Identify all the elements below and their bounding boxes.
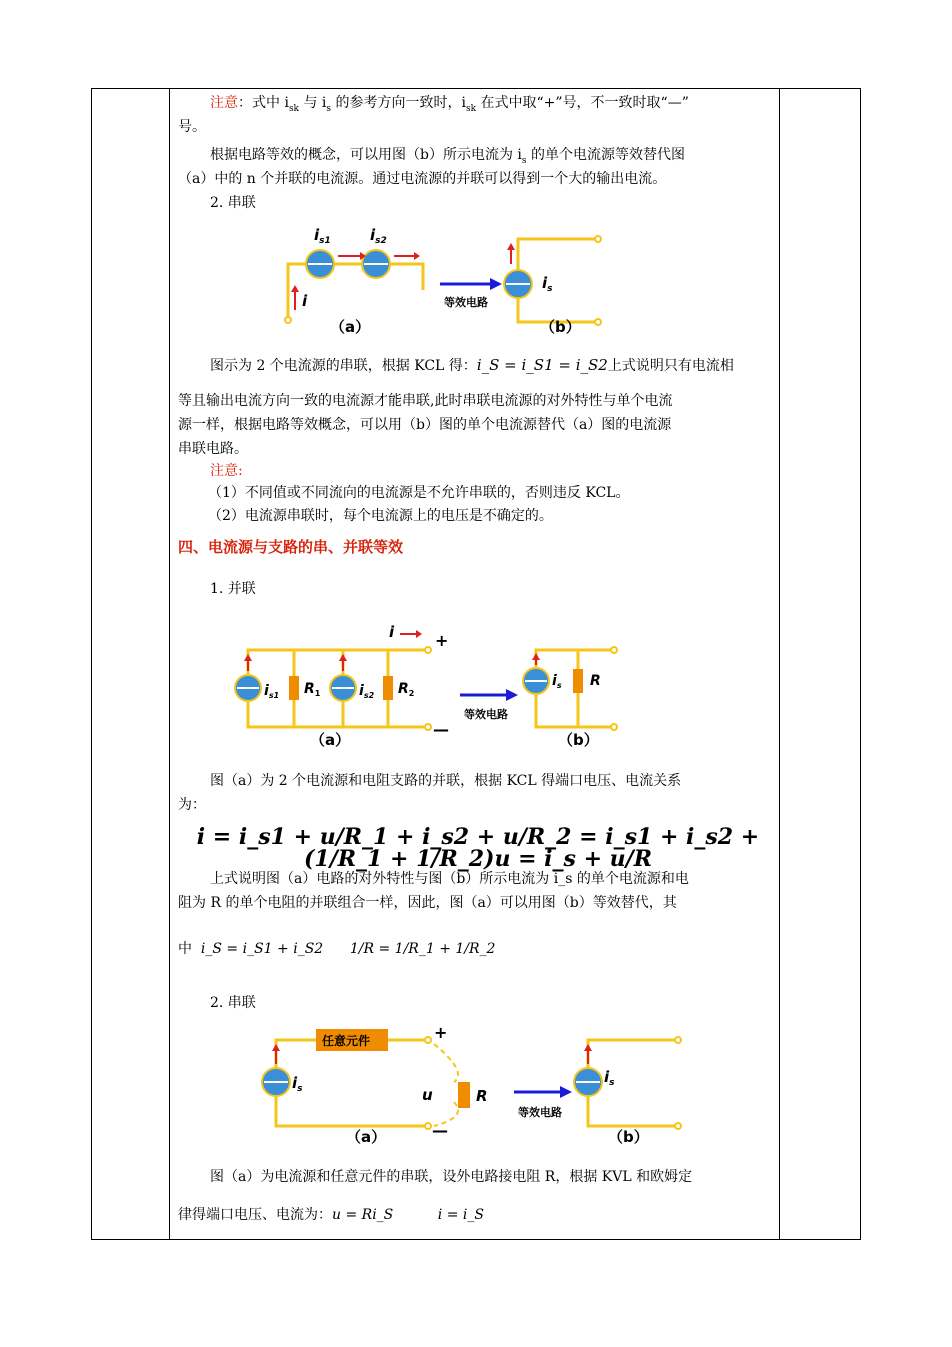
fig3-circuit-b <box>574 1037 681 1146</box>
resistor-r-icon <box>573 669 583 693</box>
fig2-minus: — <box>433 720 449 739</box>
series-subheading: 2. 串联 <box>210 195 256 211</box>
resistor-r1-icon <box>289 676 299 700</box>
parallel-explain-line1: 上式说明图（a）电路的对外特性与图（b）所示电流为 i_s 的单个电流源和电 <box>210 871 689 887</box>
kcl-series-line3: 源一样，根据电路等效概念，可以用（b）图的单个电流源替代（a）图的电流源 <box>178 417 672 433</box>
fig3-equiv-label: 等效电路 <box>518 1106 562 1119</box>
parallel-subheading: 1. 并联 <box>210 581 256 597</box>
series-kvl-line1: 图（a）为电流源和任意元件的串联，设外电路接电阻 R，根据 KVL 和欧姆定 <box>210 1169 693 1185</box>
series-source-element-figure <box>258 1022 688 1152</box>
fig1-terminal-a <box>285 317 291 323</box>
fig2-equivalence-arrow <box>460 689 518 721</box>
resistor-r2-icon <box>383 676 393 700</box>
fig3-equivalence-arrow <box>514 1086 572 1119</box>
fig1-label-i: i <box>302 292 308 310</box>
table-column-divider-left <box>169 88 170 1240</box>
fig1-equivalence-arrow <box>440 278 502 309</box>
fig3-label-r: R <box>476 1087 488 1105</box>
resistor-r-icon <box>458 1082 470 1108</box>
fig2-label-r2: $R_2$ <box>398 681 415 698</box>
fig2-equiv-label: 等效电路 <box>464 708 508 721</box>
fig3-label-is: $i_s$ <box>292 1074 303 1094</box>
series-kvl-line2: 律得端口电压、电流为：u = Ri_S i = i_S <box>178 1207 484 1223</box>
fig3-box-label: 任意元件 <box>322 1034 371 1048</box>
series-current-sources-figure <box>278 220 618 340</box>
fig3-label-u: u <box>422 1086 433 1104</box>
fig2-circuit-a <box>235 625 449 749</box>
fig2-caption-b: （b） <box>558 731 599 749</box>
fig3-caption-a: （a） <box>346 1128 387 1146</box>
parallel-explain-line3: 中 i_S = i_S1 + i_S2 1/R = 1/R_1 + 1/R_2 <box>178 941 496 957</box>
parallel-source-resistor-figure <box>228 625 628 753</box>
note-label-2: 注意: <box>210 463 243 479</box>
fig3-label-is-b: $i_s$ <box>604 1068 615 1088</box>
equivalence-paragraph-line1: 根据电路等效的概念，可以用图（b）所示电流为 $i_s$ 的单个电流源等效替代图 <box>210 147 685 166</box>
fig3-minus: — <box>432 1121 448 1140</box>
fig2-label-is: $i_s$ <box>552 673 562 690</box>
parallel-kcl-line1: 图（a）为 2 个电流源和电阻支路的并联，根据 KCL 得端口电压、电流关系 <box>210 773 682 789</box>
fig1-label-is1: $i_{s1}$ <box>314 226 331 246</box>
fig2-plus: + <box>435 631 449 650</box>
note-item-1: （1）不同值或不同流向的电流源是不允许串联的，否则违反 KCL。 <box>208 485 630 501</box>
series-subheading-2: 2. 串联 <box>210 995 256 1011</box>
kcl-series-line4: 串联电路。 <box>178 441 248 457</box>
fig1-label-is2: $i_{s2}$ <box>370 226 387 246</box>
parallel-formula: i = i_s1 + u/R_1 + i_s2 + u/R_2 = i_s1 + i_s2 + (1/R_1 + 1/R_2)u = i_s + u/R <box>196 824 760 872</box>
kcl-series-line2: 等且输出电流方向一致的电流源才能串联,此时串联电流源的对外特性与单个电流 <box>178 393 673 409</box>
fig2-label-i: i <box>389 625 395 641</box>
note-paragraph: 注意：式中 $i_{sk}$ 与 $i_s$ 的参考方向一致时，$i_{sk}$ 在式中取“+”号，不一致时取“—” <box>210 95 689 114</box>
fig1-circuit-b <box>504 236 601 336</box>
table-column-divider-right <box>779 88 780 1240</box>
fig3-plus: + <box>434 1023 448 1042</box>
fig3-caption-b: （b） <box>608 1128 649 1146</box>
fig1-caption-a: （a） <box>330 318 371 336</box>
note-item-2: （2）电流源串联时，每个电流源上的电压是不确定的。 <box>208 508 553 524</box>
kcl-series-line1: 图示为 2 个电流源的串联，根据 KCL 得：i_S = i_S1 = i_S2上式说明只有电流相 <box>210 356 734 374</box>
section-heading-4: 四、电流源与支路的串、并联等效 <box>178 538 404 556</box>
fig2-circuit-b <box>523 647 617 749</box>
fig2-label-r1: $R_1$ <box>304 681 321 698</box>
fig2-caption-a: （a） <box>310 731 351 749</box>
fig2-label-is2: $i_{s2}$ <box>359 683 375 700</box>
fig3-circuit-a <box>262 1023 488 1146</box>
equivalence-paragraph-line2: （a）中的 n 个并联的电流源。通过电流源的并联可以得到一个大的输出电流。 <box>178 171 667 187</box>
fig1-label-is: $i_s$ <box>542 274 553 294</box>
fig2-label-is1: $i_{s1}$ <box>264 683 280 700</box>
note-paragraph-end: 号。 <box>178 119 206 135</box>
fig1-equiv-label: 等效电路 <box>444 296 488 309</box>
fig1-circuit-a <box>285 226 423 336</box>
note-label: 注意 <box>210 95 238 111</box>
parallel-explain-line2: 阻为 R 的单个电阻的并联组合一样，因此，图（a）可以用图（b）等效替代，其 <box>178 895 677 911</box>
fig2-label-r: R <box>590 673 601 689</box>
parallel-kcl-line2: 为： <box>178 797 206 813</box>
fig1-caption-b: （b） <box>540 318 581 336</box>
